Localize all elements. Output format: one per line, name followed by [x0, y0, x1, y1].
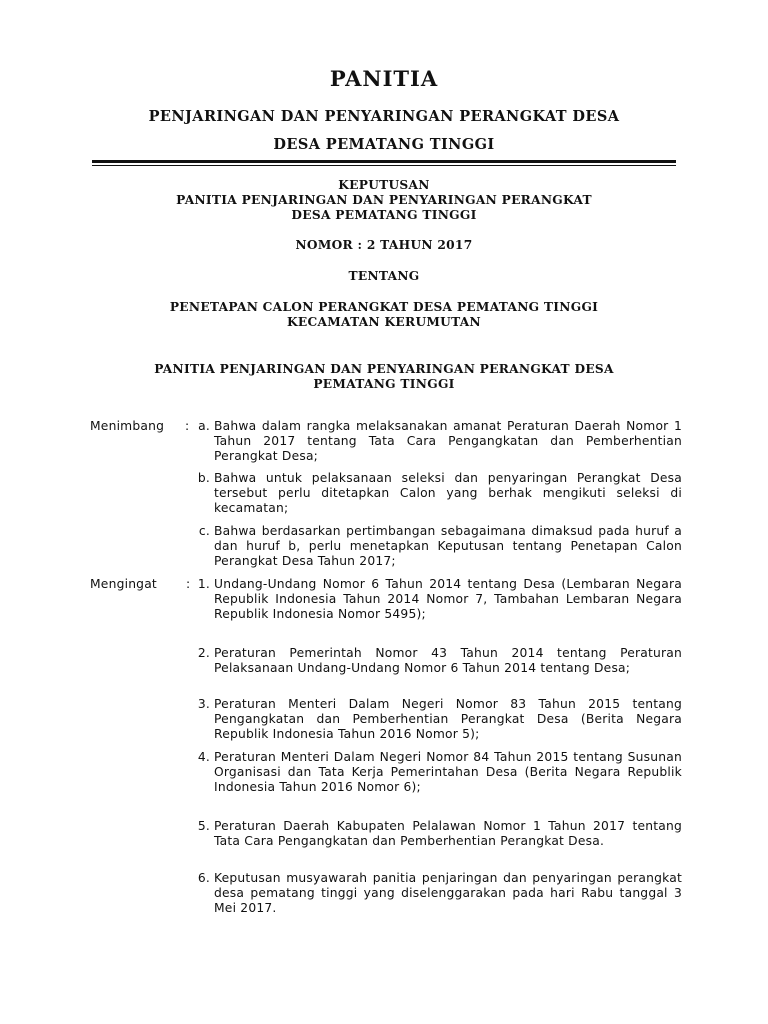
- decree-about: TENTANG: [348, 269, 420, 283]
- decree-heading: KEPUTUSAN: [338, 178, 430, 192]
- decree-number: NOMOR : 2 TAHUN 2017: [295, 238, 473, 252]
- item-marker: 6.: [197, 871, 210, 885]
- item-text: Keputusan musyawarah panitia penjaringan dan penyaringan perangkat desa pematang tinggi yang diselenggarakan pada hari Rabu tanggal 3 Mei 2017.: [214, 871, 682, 916]
- decree-subject-line2: KECAMATAN KERUMUTAN: [286, 315, 481, 329]
- item-text: Bahwa untuk pelaksanaan seleksi dan penyaringan Perangkat Desa tersebut perlu ditetapkan Calon yang berhak mengikuti seleksi di kecamatan;: [214, 471, 682, 516]
- item-text: Bahwa dalam rangka melaksanakan amanat Peraturan Daerah Nomor 1 Tahun 2017 tentang Tata Cara Pengangkatan dan Pemberhentian Perangkat Desa;: [214, 419, 682, 464]
- item-text: Peraturan Pemerintah Nomor 43 Tahun 2014 tentang Peraturan Pelaksanaan Undang-Undang Nomor 6 Tahun 2014 tentang Desa;: [214, 646, 682, 676]
- item-text: Bahwa berdasarkan pertimbangan sebagaimana dimaksud pada huruf a dan huruf b, perlu menetapkan Keputusan tentang Penetapan Calon Perangkat Desa Tahun 2017;: [214, 524, 682, 569]
- letterhead-divider-thin: [92, 165, 676, 166]
- item-text: Peraturan Menteri Dalam Negeri Nomor 84 Tahun 2015 tentang Susunan Organisasi dan Tata Kerja Pemerintahan Desa (Berita Negara Republik Indonesia Tahun 2016 Nomor 6);: [214, 750, 682, 795]
- decree-committee-line2: DESA PEMATANG TINGGI: [291, 208, 477, 222]
- item-marker: a.: [198, 419, 210, 433]
- menimbang-label: Menimbang: [90, 419, 165, 433]
- letterhead-village: DESA PEMATANG TINGGI: [273, 136, 495, 153]
- decree-subject-line1: PENETAPAN CALON PERANGKAT DESA PEMATANG TINGGI: [169, 300, 599, 314]
- item-marker: 3.: [197, 697, 210, 711]
- letterhead-title: PANITIA: [329, 66, 439, 91]
- item-marker: c.: [198, 524, 210, 538]
- item-marker: 1.: [197, 577, 210, 591]
- menimbang-colon: :: [185, 419, 190, 433]
- item-marker: 2.: [197, 646, 210, 660]
- decree-issuer-line1: PANITIA PENJARINGAN DAN PENYARINGAN PERANGKAT DESA: [154, 362, 614, 376]
- item-marker: 4.: [197, 750, 210, 764]
- letterhead-divider-thick: [92, 160, 676, 163]
- item-marker: b.: [197, 471, 210, 485]
- item-marker: 5.: [197, 819, 210, 833]
- item-text: Undang-Undang Nomor 6 Tahun 2014 tentang Desa (Lembaran Negara Republik Indonesia Tahun 2014 Nomor 7, Tambahan Lembaran Negara Republik Indonesia Nomor 5495);: [214, 577, 682, 622]
- mengingat-label: Mengingat: [90, 577, 157, 591]
- item-text: Peraturan Daerah Kabupaten Pelalawan Nomor 1 Tahun 2017 tentang Tata Cara Pengangkatan dan Pemberhentian Perangkat Desa.: [214, 819, 682, 849]
- letterhead-committee: PENJARINGAN DAN PENYARINGAN PERANGKAT DESA: [148, 108, 620, 125]
- decree-issuer-line2: PEMATANG TINGGI: [313, 377, 455, 391]
- decree-committee-line1: PANITIA PENJARINGAN DAN PENYARINGAN PERANGKAT: [176, 193, 592, 207]
- mengingat-colon: :: [186, 577, 191, 591]
- item-text: Peraturan Menteri Dalam Negeri Nomor 83 Tahun 2015 tentang Pengangkatan dan Pemberhentian Perangkat Desa (Berita Negara Republik Indonesia Tahun 2016 Nomor 5);: [214, 697, 682, 742]
